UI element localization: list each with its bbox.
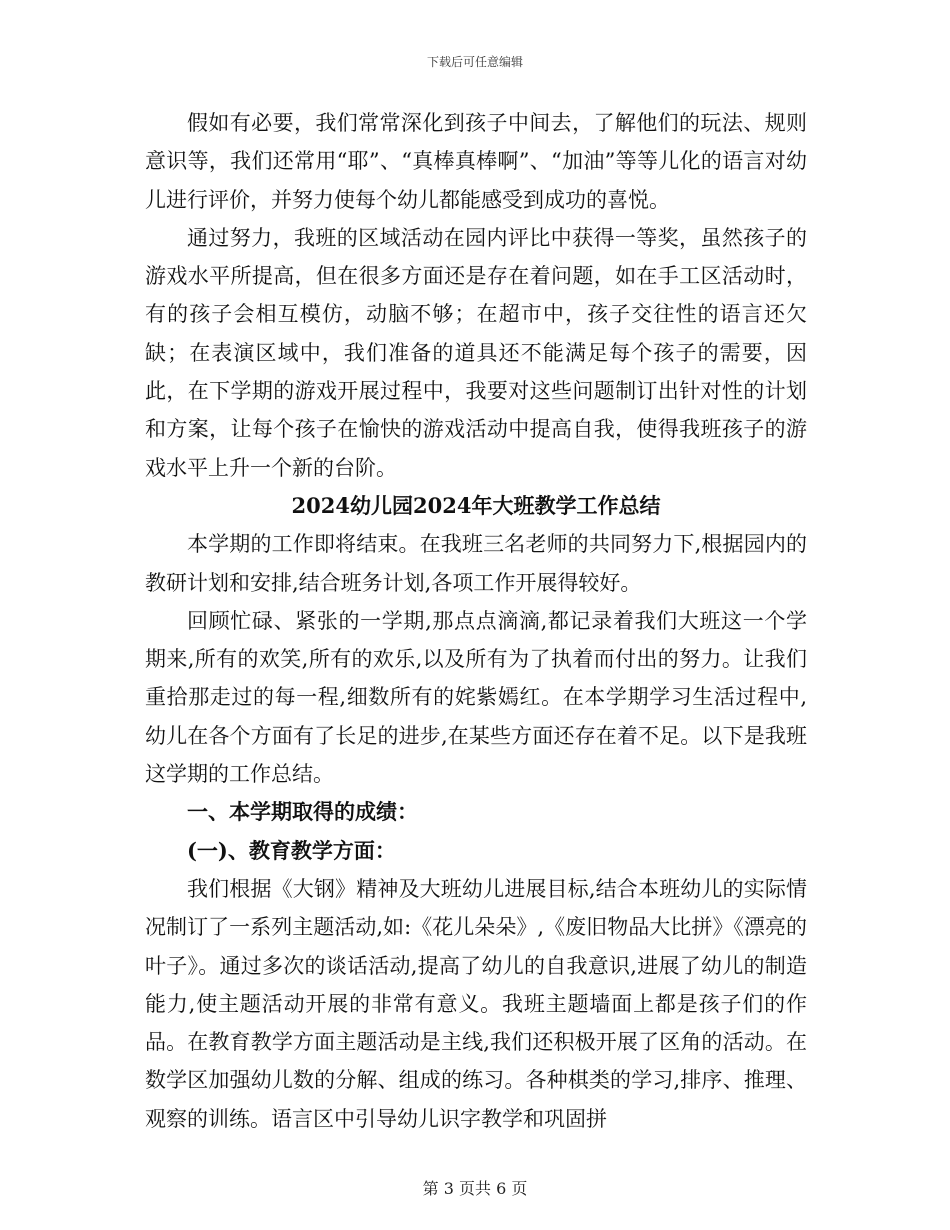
document-body bbox=[145, 104, 807, 1138]
paragraph: 我们根据《大钢》精神及大班幼儿进展目标,结合本班幼儿的实际情况制订了一系列主题活动,如:《花儿朵朵》,《废旧物品大比拼》《漂亮的叶子》。通过多次的谈话活动,提高了幼儿的自我意识,进展了幼儿的制造能力,使主题活动开展的非常有意义。我班主题墙面上都是孩子们的作品。在教育教学方面主题活动是主线,我们还积极开展了区角的活动。在数学区加强幼儿数的分解、组成的练习。各种棋类的学习,排序、推理、观察的训练。语言区中引导幼儿识字教学和巩固拼 bbox=[145, 876, 807, 1131]
page-number: 第 3 页共 6 页 bbox=[422, 1179, 528, 1198]
paragraph: 通过努力，我班的区域活动在园内评比中获得一等奖，虽然孩子的游戏水平所提高，但在很多方面还是存在着问题，如在手工区活动时，有的孩子会相互模仿，动脑不够；在超市中，孩子交往性的语言还欠缺；在表演区域中，我们准备的道具还不能满足每个孩子的需要，因此，在下学期的游戏开展过程中，我要对这些问题制订出针对性的计划和方案，让每个孩子在愉快的游戏活动中提高自我，使得我班孩子的游戏水平上升一个新的台阶。 bbox=[145, 225, 807, 480]
paragraph: 回顾忙碌、紧张的一学期,那点点滴滴,都记录着我们大班这一个学期来,所有的欢笑,所有的欢乐,以及所有为了执着而付出的努力。让我们重拾那走过的每一程,细数所有的姹紫嫣红。在本学期学习生活过程中,幼儿在各个方面有了长足的进步,在某些方面还存在着不足。以下是我班这学期的工作总结。 bbox=[145, 608, 807, 787]
heading-achievements: 一、本学期取得的成绩： bbox=[187, 799, 418, 825]
subheading-teaching: (一)、教育教学方面： bbox=[187, 837, 396, 863]
page-header: 下载后可任意编辑 bbox=[426, 55, 523, 69]
paragraph: 本学期的工作即将结束。在我班三名老师的共同努力下,根据园内的教研计划和安排,结合班务计划,各项工作开展得较好。 bbox=[145, 532, 807, 595]
section-title: 2024幼儿园2024年大班教学工作总结 bbox=[291, 492, 661, 518]
paragraph: 假如有必要，我们常常深化到孩子中间去，了解他们的玩法、规则意识等，我们还常用“耶”、“真棒真棒啊”、“加油”等等儿化的语言对幼儿进行评价，并努力使每个幼儿都能感受到成功的喜悦。 bbox=[145, 111, 807, 212]
